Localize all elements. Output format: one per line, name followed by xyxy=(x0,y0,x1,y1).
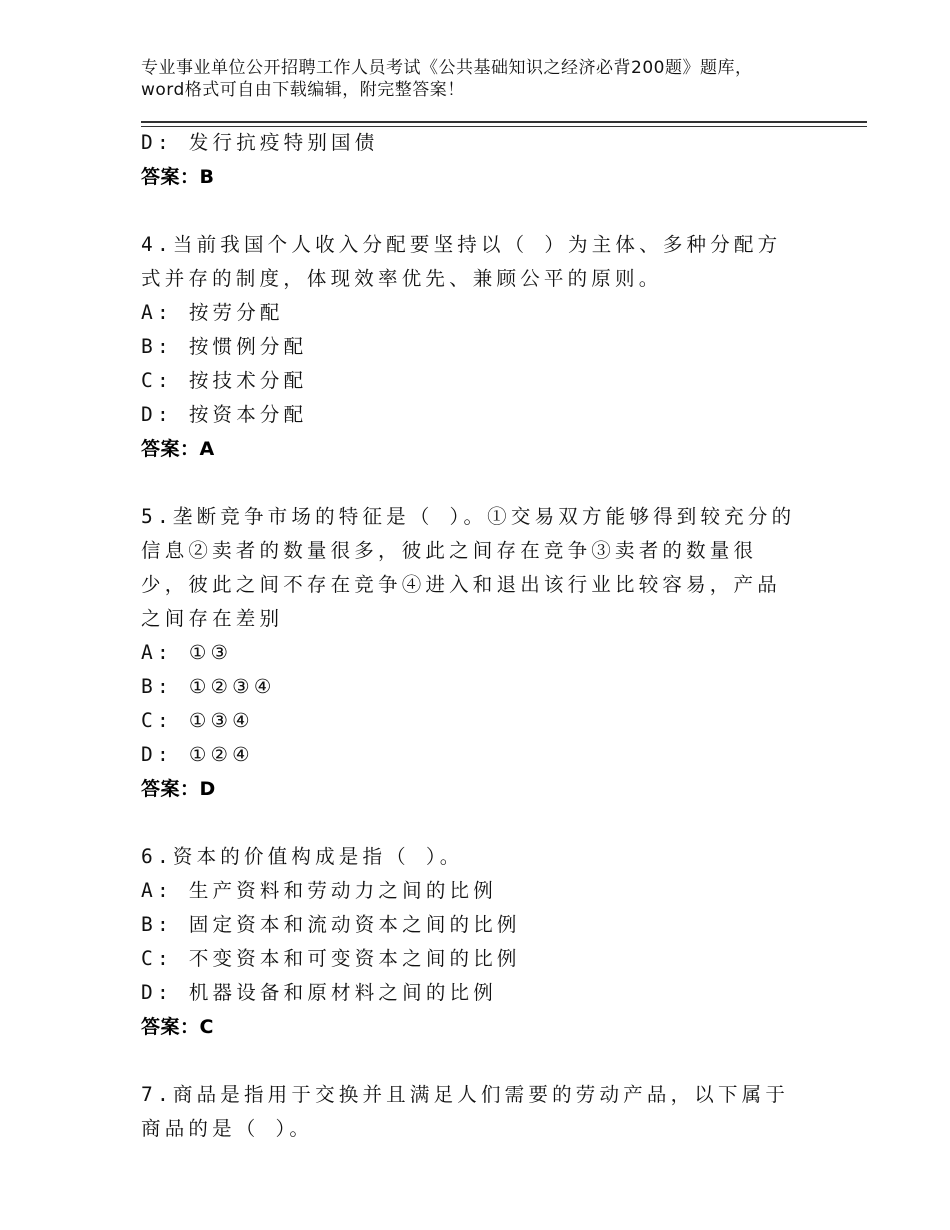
option-d: D: 发行抗疫特别国债 xyxy=(141,131,379,154)
option-a: A: 生产资料和劳动力之间的比例 xyxy=(141,879,497,902)
option-a: A: ①③ xyxy=(141,641,233,664)
option-d: D: 机器设备和原材料之间的比例 xyxy=(141,981,497,1004)
answer-line: 答案：D xyxy=(141,778,216,800)
page-header xyxy=(141,57,781,101)
option-a: A: 按劳分配 xyxy=(141,301,284,324)
option-c: C: ①③④ xyxy=(141,709,254,732)
question-text: 7.商品是指用于交换并且满足人们需要的劳动产品，以下属于商品的是（ ）。 xyxy=(141,1083,790,1140)
option-d: D: 按资本分配 xyxy=(141,403,308,426)
option-b: B: ①②③④ xyxy=(141,675,276,698)
question-block xyxy=(141,228,801,466)
option-b: B: 按惯例分配 xyxy=(141,335,308,358)
option-d: D: ①②④ xyxy=(141,743,254,766)
answer-line: 答案：B xyxy=(141,166,215,188)
header-title: 专业事业单位公开招聘工作人员考试《公共基础知识之经济必背200题》题库，word格式可自由下载编辑，附完整答案！ xyxy=(141,58,753,100)
answer-line: 答案：C xyxy=(141,1016,214,1038)
question-block xyxy=(141,1078,801,1146)
question-text: 5.垄断竞争市场的特征是（ ）。①交易双方能够得到较充分的信息②卖者的数量很多，彼此之间存在竞争③卖者的数量很少，彼此之间不存在竞争④进入和退出该行业比较容易，产品之间存在差别 xyxy=(141,505,796,630)
answer-line: 答案：A xyxy=(141,438,215,460)
option-c: C: 不变资本和可变资本之间的比例 xyxy=(141,947,521,970)
spacer xyxy=(141,466,801,500)
question-text: 6.资本的价值构成是指（ ）。 xyxy=(141,845,464,868)
spacer xyxy=(141,194,801,228)
question-block xyxy=(141,500,801,806)
spacer xyxy=(141,1044,801,1078)
question-text: 4.当前我国个人收入分配要坚持以（ ）为主体、多种分配方式并存的制度，体现效率优先、兼顾公平的原则。 xyxy=(141,233,782,290)
option-b: B: 固定资本和流动资本之间的比例 xyxy=(141,913,521,936)
header-divider xyxy=(141,121,867,123)
document-body xyxy=(141,126,801,1146)
option-c: C: 按技术分配 xyxy=(141,369,308,392)
spacer xyxy=(141,806,801,840)
question-block xyxy=(141,840,801,1044)
